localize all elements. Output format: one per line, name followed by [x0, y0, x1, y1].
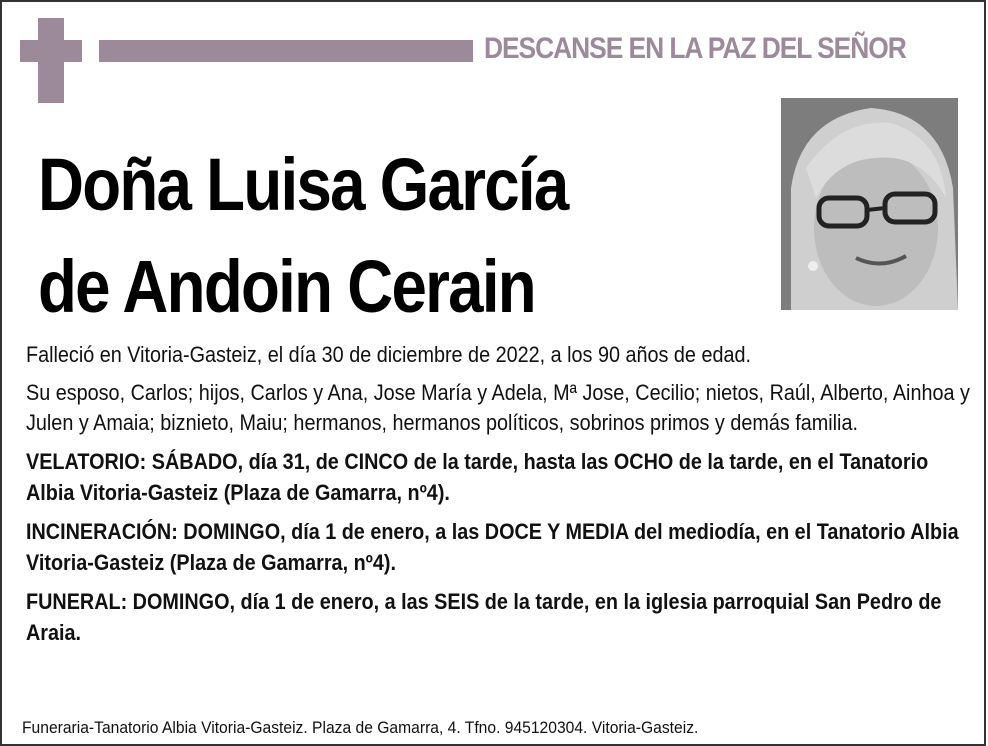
funeral-home-footer: Funeraria-Tanatorio Albia Vitoria-Gasteiz. Plaza de Gamarra, 4. Tfno. 945120304. Vitoria-Gasteiz.: [22, 718, 699, 737]
header-title: DESCANSE EN LA PAZ DEL SEÑOR: [484, 32, 906, 65]
deceased-name: [38, 134, 568, 338]
death-notice-text: Falleció en Vitoria-Gasteiz, el día 30 de diciembre de 2022, a los 90 años de edad.: [26, 342, 751, 367]
name-line-1: Doña Luisa García: [38, 143, 568, 226]
header-divider-bar: [99, 40, 473, 62]
incineracion-text: INCINERACIÓN: DOMINGO, día 1 de enero, a las DOCE Y MEDIA del mediodía, en el Tanatorio Albia Vitoria-Gasteiz (Plaza de Gamarra, nº4).: [26, 519, 959, 575]
funeral-text: FUNERAL: DOMINGO, día 1 de enero, a las SEIS de la tarde, en la iglesia parroquial San Pedro de Araia.: [26, 589, 942, 645]
portrait-photo: [781, 98, 958, 310]
family-text: Su esposo, Carlos; hijos, Carlos y Ana, Jose María y Adela, Mª Jose, Cecilio; nietos, Raúl, Alberto, Ainhoa y Julen y Amaia; biznieto, Maiu; hermanos, hermanos políticos, sobrinos primos y demás familia.: [26, 380, 970, 435]
notice-body: [26, 340, 976, 656]
name-line-2: de Andoin Cerain: [38, 245, 535, 328]
cross-icon-bar: [20, 40, 82, 62]
portrait-illustration: [781, 98, 958, 310]
velatorio-text: VELATORIO: SÁBADO, día 31, de CINCO de la tarde, hasta las OCHO de la tarde, en el Tanatorio Albia Vitoria-Gasteiz (Plaza de Gamarra, nº4).: [26, 449, 929, 505]
